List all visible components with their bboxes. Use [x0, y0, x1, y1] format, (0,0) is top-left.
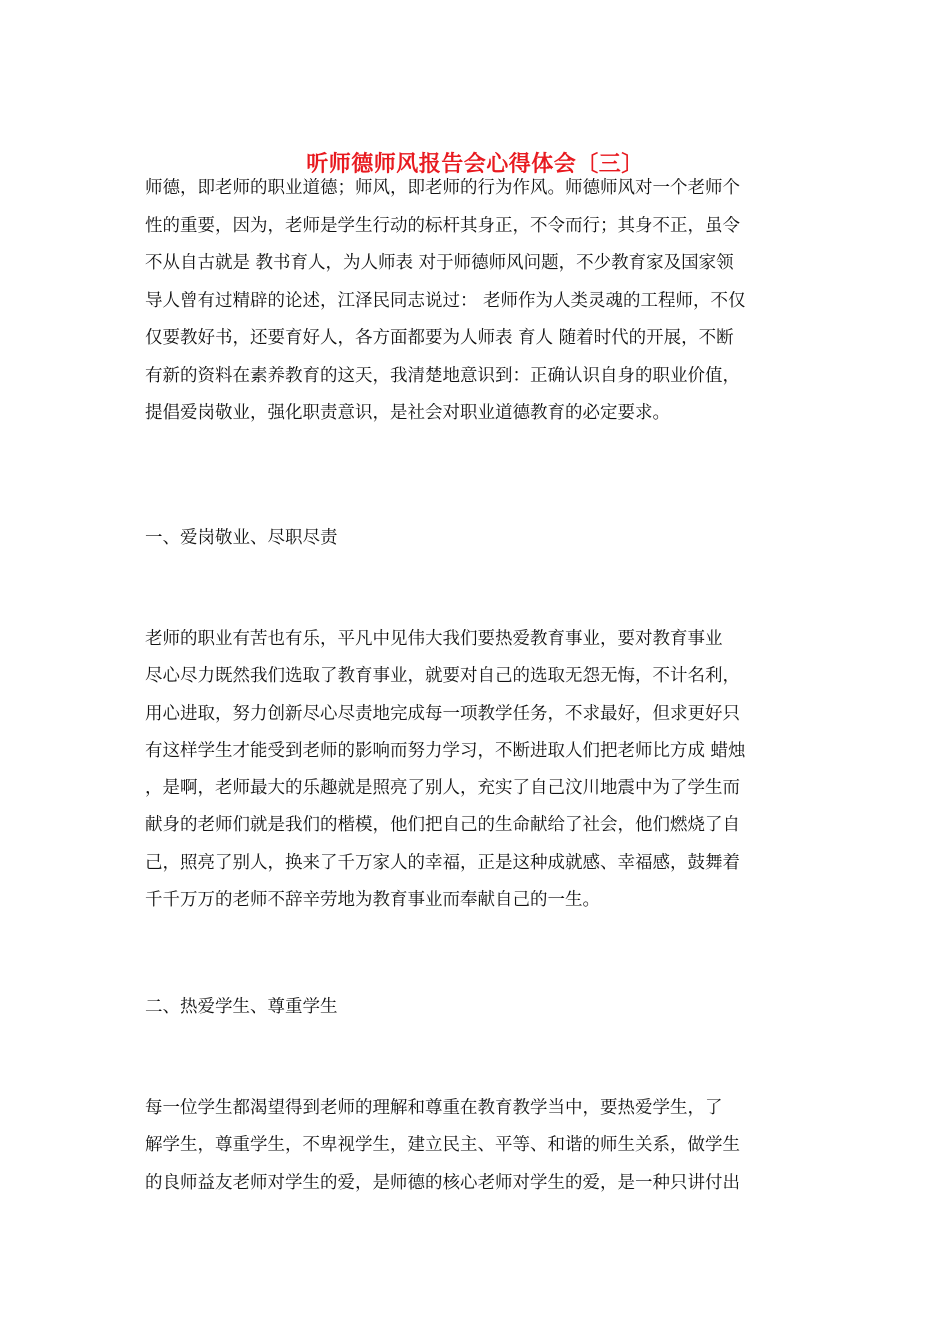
section-heading-2: 二、热爱学生、尊重学生	[145, 997, 338, 1017]
section-heading-1: 一、爱岗敬业、尽职尽责	[145, 528, 338, 548]
document-title: 听师德师风报告会心得体会〔三〕	[306, 152, 644, 177]
section-paragraph-1: 老师的职业有苦也有乐，平凡中见伟大我们要热爱教育事业，要对教育事业 尽心尽力既然我们选取了教育事业，就要对自己的选取无怨无悔，不计名利， 用心进取，努力创新尽心尽责地完成每一项教学任务，不求最好，但求更好只 有这样学生才能受到老师的影响而努力学习，不断进取人们把老师比方成 蜡烛 ，是啊，老师最大的乐趣就是照亮了别人，充实了自己汶川地震中为了学生而 献身的老师们就是我们的楷模，他们把自己的生命献给了社会，他们燃烧了自 己，照亮了别人，换来了千万家人的幸福，正是这种成就感、幸福感，鼓舞着 千千万万的老师不辞辛劳地为教育事业而奉献自己的一生。	[145, 629, 746, 911]
intro-paragraph: 师德，即老师的职业道德；师风，即老师的行为作风。师德师风对一个老师个 性的重要，因为，老师是学生行动的标杆其身正，不令而行；其身不正，虽令 不从自古就是 教书育人，为人师表 对于师德师风问题，不少教育家及国家领 导人曾有过精辟的论述，江泽民同志说过： 老师作为人类灵魂的工程师，不仅 仅要教好书，还要育好人，各方面都要为人师表 育人 随着时代的开展，不断 有新的资料在素养教育的这天，我清楚地意识到：正确认识自身的职业价值， 提倡爱岗敬业，强化职责意识，是社会对职业道德教育的必定要求。	[145, 178, 746, 423]
section-paragraph-2: 每一位学生都渴望得到老师的理解和尊重在教育教学当中，要热爱学生，了 解学生，尊重学生，不卑视学生，建立民主、平等、和谐的师生关系，做学生 的良师益友老师对学生的爱，是师德的核心老师对学生的爱，是一种只讲付出	[145, 1098, 740, 1193]
